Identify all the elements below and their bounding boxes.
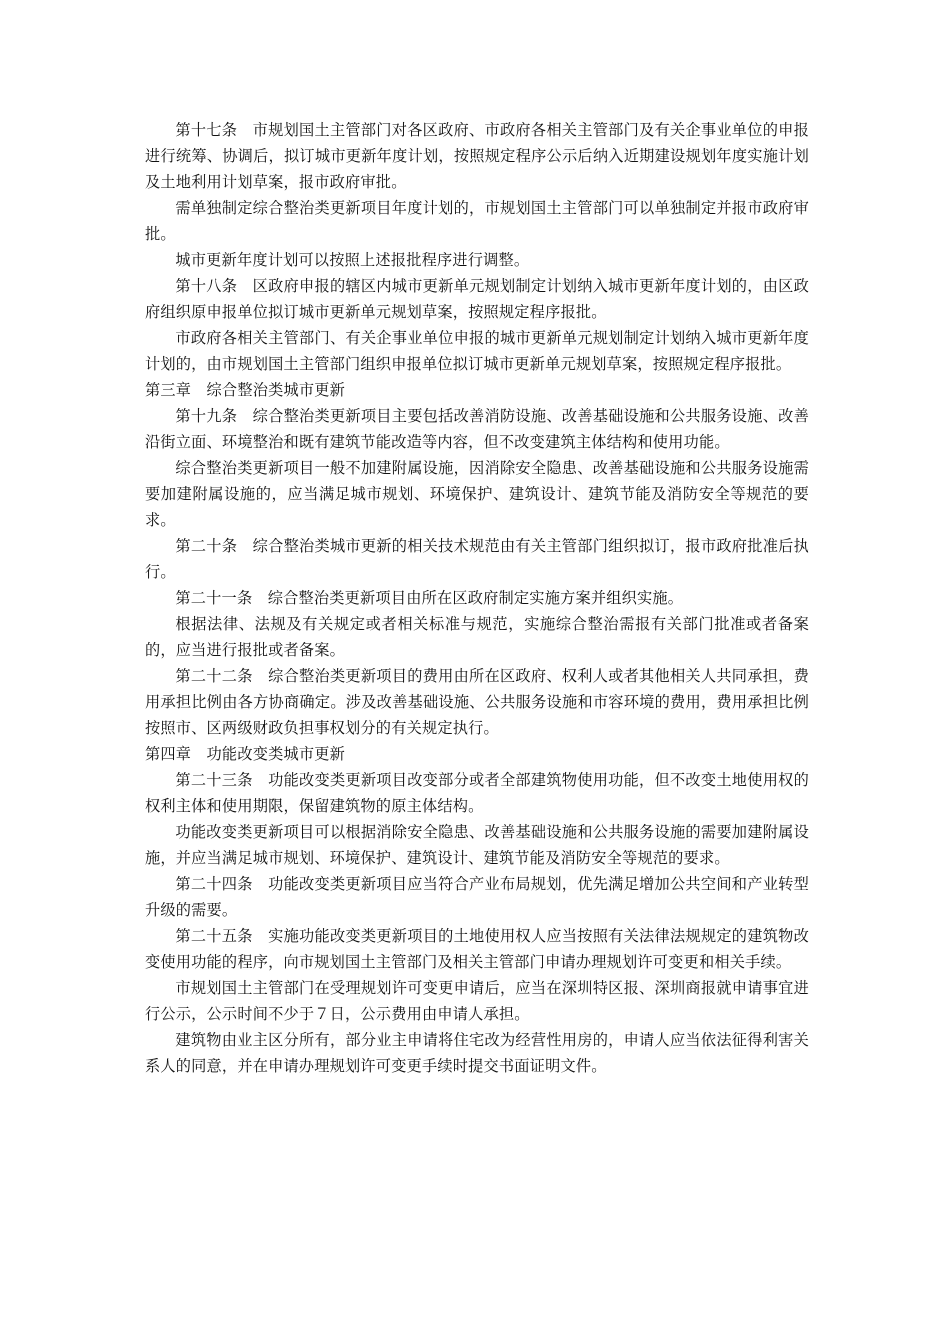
article-19-paragraph-2: 综合整治类更新项目一般不加建附属设施，因消除安全隐患、改善基础设施和公共服务设施需要加建附属设施的，应当满足城市规划、环境保护、建筑设计、建筑节能及消防安全等规范的要求。	[145, 459, 809, 529]
article-24: 第二十四条 功能改变类更新项目应当符合产业布局规划，优先满足增加公共空间和产业转型升级的需要。	[145, 875, 809, 919]
article-21: 第二十一条 综合整治类更新项目由所在区政府制定实施方案并组织实施。	[175, 589, 684, 607]
chapter-4-heading: 第四章 功能改变类城市更新	[145, 745, 346, 763]
article-17: 第十七条 市规划国土主管部门对各区政府、市政府各相关主管部门及有关企事业单位的申报进行统筹、协调后，拟订城市更新年度计划，按照规定程序公示后纳入近期建设规划年度实施计划及土地利用计划草案，报市政府审批。	[145, 121, 809, 191]
article-22: 第二十二条 综合整治类更新项目的费用由所在区政府、权利人或者其他相关人共同承担，费用承担比例由各方协商确定。涉及改善基础设施、公共服务设施和市容环境的费用，费用承担比例按照市、区两级财政负担事权划分的有关规定执行。	[145, 667, 809, 737]
article-19: 第十九条 综合整治类更新项目主要包括改善消防设施、改善基础设施和公共服务设施、改善沿街立面、环境整治和既有建筑节能改造等内容，但不改变建筑主体结构和使用功能。	[145, 407, 809, 451]
article-18: 第十八条 区政府申报的辖区内城市更新单元规划制定计划纳入城市更新年度计划的，由区政府组织原申报单位拟订城市更新单元规划草案，按照规定程序报批。	[145, 277, 809, 321]
article-23-paragraph-2: 功能改变类更新项目可以根据消除安全隐患、改善基础设施和公共服务设施的需要加建附属设施，并应当满足城市规划、环境保护、建筑设计、建筑节能及消防安全等规范的要求。	[145, 823, 809, 867]
article-17-paragraph-3: 城市更新年度计划可以按照上述报批程序进行调整。	[175, 251, 530, 269]
article-25-paragraph-3: 建筑物由业主区分所有，部分业主申请将住宅改为经营性用房的，申请人应当依法征得利害关系人的同意，并在申请办理规划许可变更手续时提交书面证明文件。	[145, 1031, 809, 1075]
article-20: 第二十条 综合整治类城市更新的相关技术规范由有关主管部门组织拟订，报市政府批准后执行。	[145, 537, 809, 581]
article-23: 第二十三条 功能改变类更新项目改变部分或者全部建筑物使用功能，但不改变土地使用权的权利主体和使用期限，保留建筑物的原主体结构。	[145, 771, 809, 815]
article-18-paragraph-2: 市政府各相关主管部门、有关企事业单位申报的城市更新单元规划制定计划纳入城市更新年度计划的，由市规划国土主管部门组织申报单位拟订城市更新单元规划草案，按照规定程序报批。	[145, 329, 809, 373]
chapter-3-heading: 第三章 综合整治类城市更新	[145, 381, 346, 399]
document-body	[145, 117, 809, 1079]
article-21-paragraph-2: 根据法律、法规及有关规定或者相关标准与规范，实施综合整治需报有关部门批准或者备案的，应当进行报批或者备案。	[145, 615, 809, 659]
article-25: 第二十五条 实施功能改变类更新项目的土地使用权人应当按照有关法律法规规定的建筑物改变使用功能的程序，向市规划国土主管部门及相关主管部门申请办理规划许可变更和相关手续。	[145, 927, 809, 971]
article-25-paragraph-2: 市规划国土主管部门在受理规划许可变更申请后，应当在深圳特区报、深圳商报就申请事宜进行公示，公示时间不少于７日，公示费用由申请人承担。	[145, 979, 809, 1023]
article-17-paragraph-2: 需单独制定综合整治类更新项目年度计划的，市规划国土主管部门可以单独制定并报市政府审批。	[145, 199, 809, 243]
